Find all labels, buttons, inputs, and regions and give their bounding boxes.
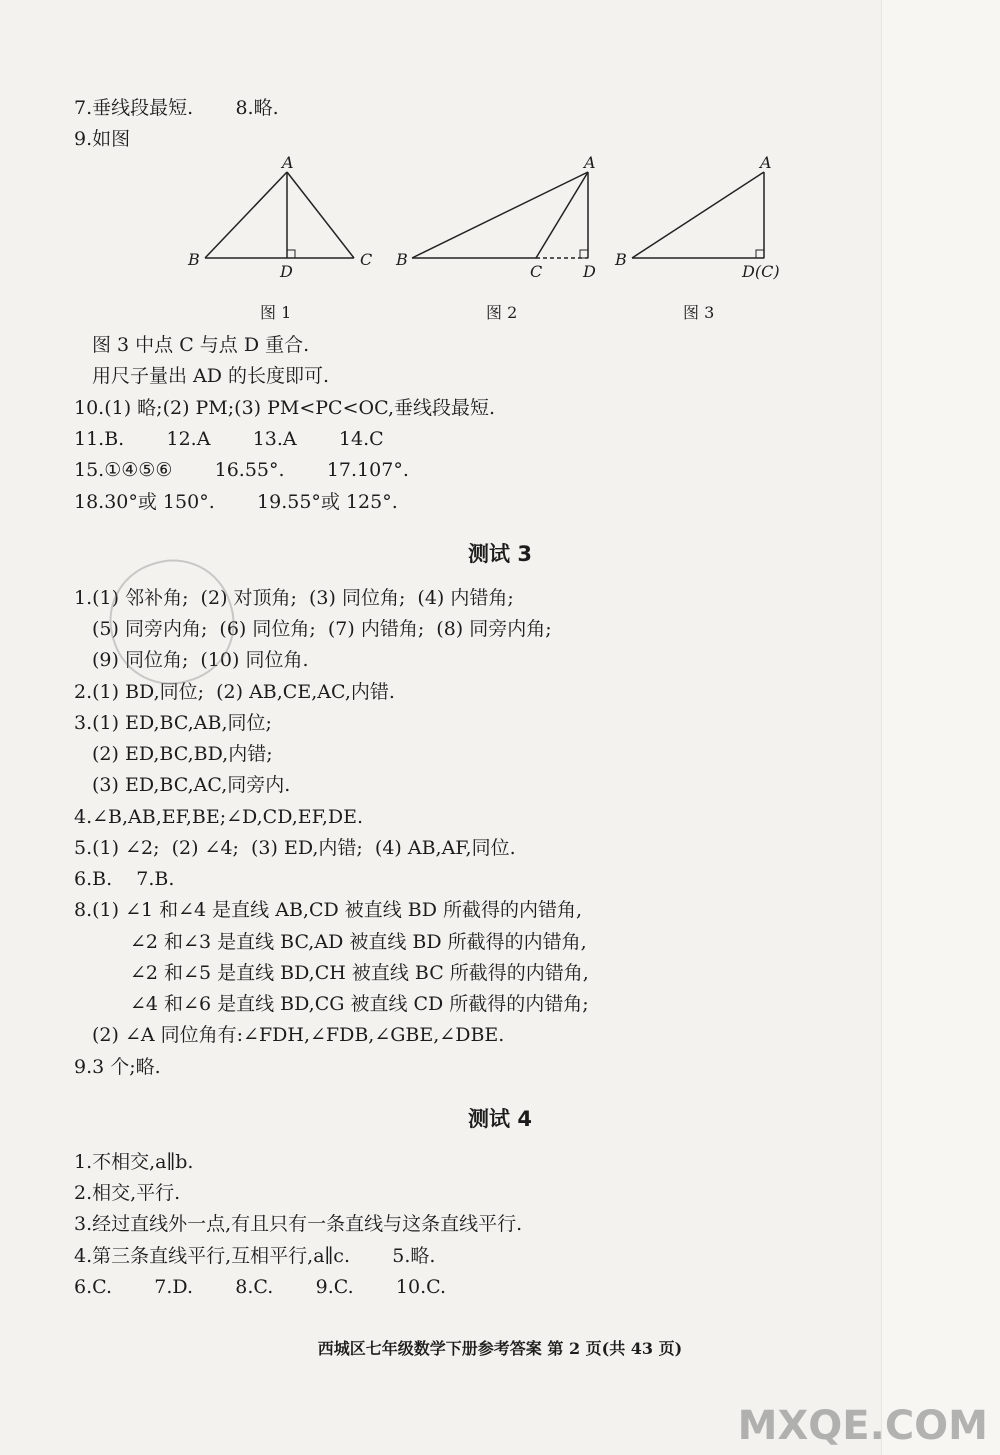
test3-line: (9) 同位角; (10) 同位角. <box>92 649 309 671</box>
site-watermark: MXQE.COM <box>737 1403 988 1449</box>
answer-line: 10.(1) 略;(2) PM;(3) PM<PC<OC,垂线段最短. <box>74 397 496 419</box>
test3-line: 1.(1) 邻补角; (2) 对顶角; (3) 同位角; (4) 内错角; <box>74 587 514 609</box>
fig3-label-b: B <box>615 250 627 269</box>
test3-line: 9.3 个;略. <box>74 1056 161 1078</box>
note-line: 用尺子量出 AD 的长度即可. <box>92 365 330 387</box>
answer-line-9: 9.如图 <box>74 128 131 150</box>
fig1-label-d: D <box>280 262 293 281</box>
test3-line: 2.(1) BD,同位; (2) AB,CE,AC,内错. <box>74 681 395 703</box>
figure-3 <box>614 153 780 281</box>
test3-heading: 测试 3 <box>468 542 532 566</box>
answer-line: 15.①④⑤⑥ 16.55°. 17.107°. <box>74 459 409 481</box>
fig2-caption: 图 2 <box>486 303 518 322</box>
fig2-label-d: D <box>583 262 596 281</box>
test4-line: 4.第三条直线平行,互相平行,a∥c. 5.略. <box>74 1245 436 1267</box>
fig1-label-b: B <box>188 250 200 269</box>
test4-line: 6.C. 7.D. 8.C. 9.C. 10.C. <box>74 1276 447 1298</box>
test3-line: (2) ED,BC,BD,内错; <box>92 743 273 765</box>
test4-line: 3.经过直线外一点,有且只有一条直线与这条直线平行. <box>74 1213 523 1235</box>
fig2-label-a: A <box>584 153 596 172</box>
fig3-caption: 图 3 <box>683 303 715 322</box>
test4-heading: 测试 4 <box>468 1107 532 1131</box>
figure-2 <box>395 153 596 281</box>
test3-line: 6.B. 7.B. <box>74 868 175 890</box>
test3-line: (2) ∠A 同位角有:∠FDH,∠FDB,∠GBE,∠DBE. <box>92 1024 505 1046</box>
test3-line: ∠2 和∠3 是直线 BC,AD 被直线 BD 所截得的内错角, <box>130 931 587 953</box>
test3-line: ∠4 和∠6 是直线 BD,CG 被直线 CD 所截得的内错角; <box>130 993 589 1015</box>
figure-1 <box>187 153 372 281</box>
test3-line: (3) ED,BC,AC,同旁内. <box>92 774 291 796</box>
test3-line: (5) 同旁内角; (6) 同位角; (7) 内错角; (8) 同旁内角; <box>92 618 552 640</box>
answer-line: 11.B. 12.A 13.A 14.C <box>74 428 384 450</box>
fig1-label-a: A <box>282 153 294 172</box>
test4-line: 2.相交,平行. <box>74 1182 181 1204</box>
test3-line: 4.∠B,AB,EF,BE;∠D,CD,EF,DE. <box>74 806 364 828</box>
fig1-label-c: C <box>360 250 373 269</box>
note-line: 图 3 中点 C 与点 D 重合. <box>92 334 310 356</box>
test3-line: 3.(1) ED,BC,AB,同位; <box>74 712 272 734</box>
figures <box>0 150 1000 310</box>
test4-line: 1.不相交,a∥b. <box>74 1151 194 1173</box>
fig2-label-b: B <box>396 250 408 269</box>
test3-line: 5.(1) ∠2; (2) ∠4; (3) ED,内错; (4) AB,AF,同位. <box>74 837 516 859</box>
fig3-label-dc: D(C) <box>742 262 780 281</box>
fig1-caption: 图 1 <box>260 303 292 322</box>
test3-line: ∠2 和∠5 是直线 BD,CH 被直线 BC 所截得的内错角, <box>130 962 589 984</box>
answer-line: 18.30°或 150°. 19.55°或 125°. <box>74 491 398 513</box>
fig3-label-a: A <box>760 153 772 172</box>
fig2-label-c: C <box>530 262 543 281</box>
answer-line-7-8: 7.垂线段最短. 8.略. <box>74 97 279 119</box>
test3-line: 8.(1) ∠1 和∠4 是直线 AB,CD 被直线 BD 所截得的内错角, <box>74 899 583 921</box>
page-footer: 西城区七年级数学下册参考答案 第 2 页(共 43 页) <box>317 1339 683 1358</box>
